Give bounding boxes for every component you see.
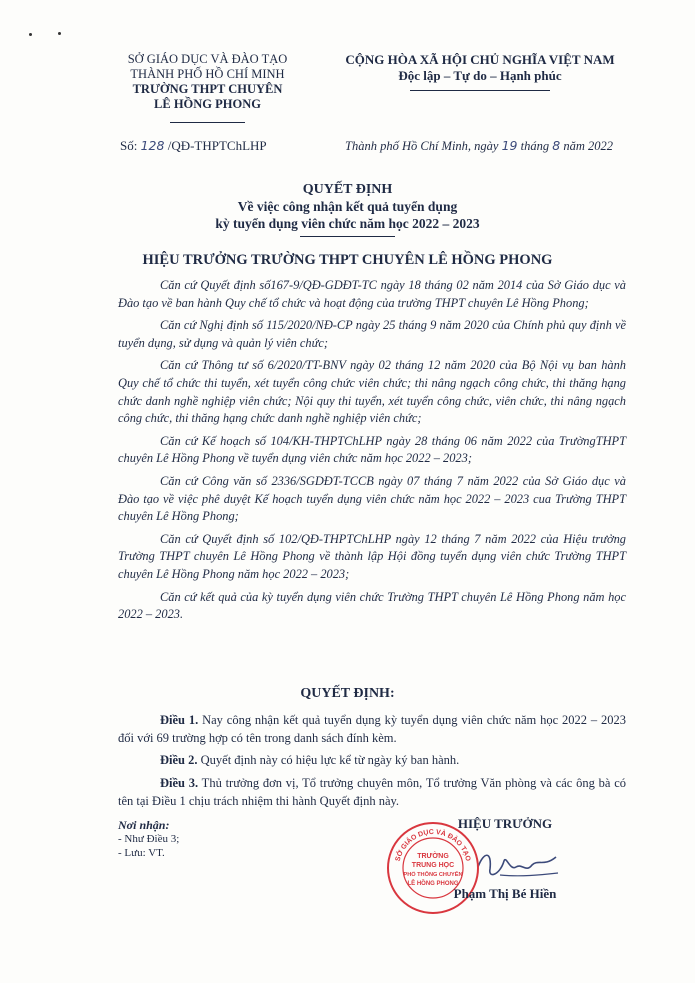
issuing-agency [105, 52, 310, 112]
stamp-line-2: TRUNG HỌC [411, 862, 455, 869]
national-motto [330, 52, 630, 84]
legal-basis-5: Căn cứ Công văn số 2336/SGDĐT-TCCB ngày 07 tháng 7 năm 2022 của Sở Giáo dục và Đào tạo về việc phê duyệt Kế hoạch tuyển dụng viên chức năm học 2022 – 2023 cua Trường THPT chuyên Lê Hồng Phong; [118, 473, 626, 524]
article-3: Điều 3. Thủ trưởng đơn vị, Tổ trưởng chuyên môn, Tổ trưởng Văn phòng và các ông bà có tên tại Điều 1 chịu trách nhiệm thi hành Quyết định này. [118, 776, 626, 808]
svg-text:SỞ GIÁO DỤC VÀ ĐÀO TẠO: SỞ GIÁO DỤC VÀ ĐÀO TẠO [394, 828, 472, 863]
legal-basis-7: Căn cứ kết quả của kỳ tuyển dụng viên chức Trường THPT chuyên Lê Hồng Phong năm học 2022 – 2023. [118, 589, 626, 622]
agency-line-1: SỞ GIÁO DỤC VÀ ĐÀO TẠO [127, 52, 288, 66]
subject-line-1: Về việc công nhận kết quả tuyển dụng [237, 199, 458, 214]
legal-basis-6: Căn cứ Quyết định số 102/QĐ-THPTChLHP ngày 12 tháng 7 năm 2022 của Hiệu trưởng Trường THPT chuyên Lê Hồng Phong về thành lập Hội đồng tuyển dụng viên chức Trường THPT chuyên Lê Hồng Phong năm học 2022 – 2023; [118, 531, 626, 581]
decision-heading: QUYẾT ĐỊNH: [300, 686, 395, 701]
handwritten-month: 8 [552, 138, 561, 153]
legal-basis-4: Căn cứ Kế hoạch số 104/KH-THPTChLHP ngày 28 tháng 06 năm 2022 của TrườngTHPT chuyên Lê Hồng Phong về tuyển dụng viên chức năm học 2022 – 2023; [118, 433, 626, 466]
article-2: Điều 2. Quyết định này có hiệu lực kể từ ngày ký ban hành. [160, 753, 460, 767]
legal-basis-1: Căn cứ Quyết định số167-9/QĐ-GDĐT-TC ngày 18 tháng 02 năm 2014 của Sở Giáo dục và Đào tạo về ban hành Quy chế tổ chức và hoạt động của trường THPT chuyên Lê Hồng Phong; [118, 278, 626, 310]
signer-name: Phạm Thị Bé Hiền [453, 886, 557, 901]
subject-line-2: kỳ tuyển dụng viên chức năm học 2022 – 2023 [215, 216, 480, 231]
article-1: Điều 1. Nay công nhận kết quả tuyển dụng kỳ tuyển dụng viên chức năm học 2022 – 2023 đối với 69 trường hợp có tên trong danh sách đính kèm. [118, 713, 626, 745]
stamp-line-3: PHỔ THÔNG CHUYÊN [403, 872, 463, 878]
agency-line-3: TRƯỜNG THPT CHUYÊN [132, 82, 283, 96]
recipients [118, 818, 179, 860]
agency-line-2: THÀNH PHỐ HỒ CHÍ MINH [130, 67, 285, 81]
motto-line: Độc lập – Tự do – Hạnh phúc [398, 68, 562, 83]
signer-title: HIỆU TRƯỞNG [457, 816, 553, 831]
scan-mark [29, 33, 32, 36]
recipient-item: - Như Điều 3; [118, 833, 180, 845]
document-title: QUYẾT ĐỊNH [302, 182, 393, 197]
nation-line: CỘNG HÒA XÃ HỘI CHỦ NGHĨA VIỆT NAM [345, 52, 615, 67]
handwritten-day: 19 [501, 138, 518, 153]
header-left-rule [170, 122, 245, 123]
header-right-rule [410, 90, 550, 91]
legal-basis-list [118, 277, 626, 624]
title-rule [300, 236, 395, 237]
recipients-title: Nơi nhận: [118, 818, 170, 832]
stamp-line-1: TRƯỜNG [417, 853, 449, 860]
place-date: Thành phố Hồ Chí Minh, ngày 19 tháng 8 năm 2022 [345, 138, 613, 153]
stamp-line-4: LÊ HỒNG PHONG [407, 881, 459, 887]
handwritten-signature [470, 845, 560, 885]
issuing-authority: HIỆU TRƯỞNG TRƯỜNG THPT CHUYÊN LÊ HỒNG PHONG [142, 252, 553, 268]
agency-line-4: LÊ HỒNG PHONG [154, 97, 261, 111]
document-number: Số: 128 /QĐ-THPTChLHP [120, 138, 267, 153]
recipient-item: - Lưu: VT. [118, 847, 165, 859]
scan-mark [58, 32, 61, 35]
legal-basis-2: Căn cứ Nghị định số 115/2020/NĐ-CP ngày 25 tháng 9 năm 2020 của Chính phủ quy định về tuyển dụng, sử dụng và quản lý viên chức; [118, 318, 626, 350]
handwritten-number: 128 [140, 138, 165, 153]
legal-basis-3: Căn cứ Thông tư số 6/2020/TT-BNV ngày 02 tháng 12 năm 2020 của Bộ Nội vụ ban hành Quy chế tổ chức thi tuyển, xét tuyển công chức viên chức; thi nâng ngạch công chức, thi thăng hạng chức danh nghề nghiệp viên chức; Nội quy thi tuyển, xét tuyển công chức, viên chức, thi nâng ngạch công chức, thi thăng hạng chức danh nghề nghiệp viên chức; [118, 358, 626, 426]
